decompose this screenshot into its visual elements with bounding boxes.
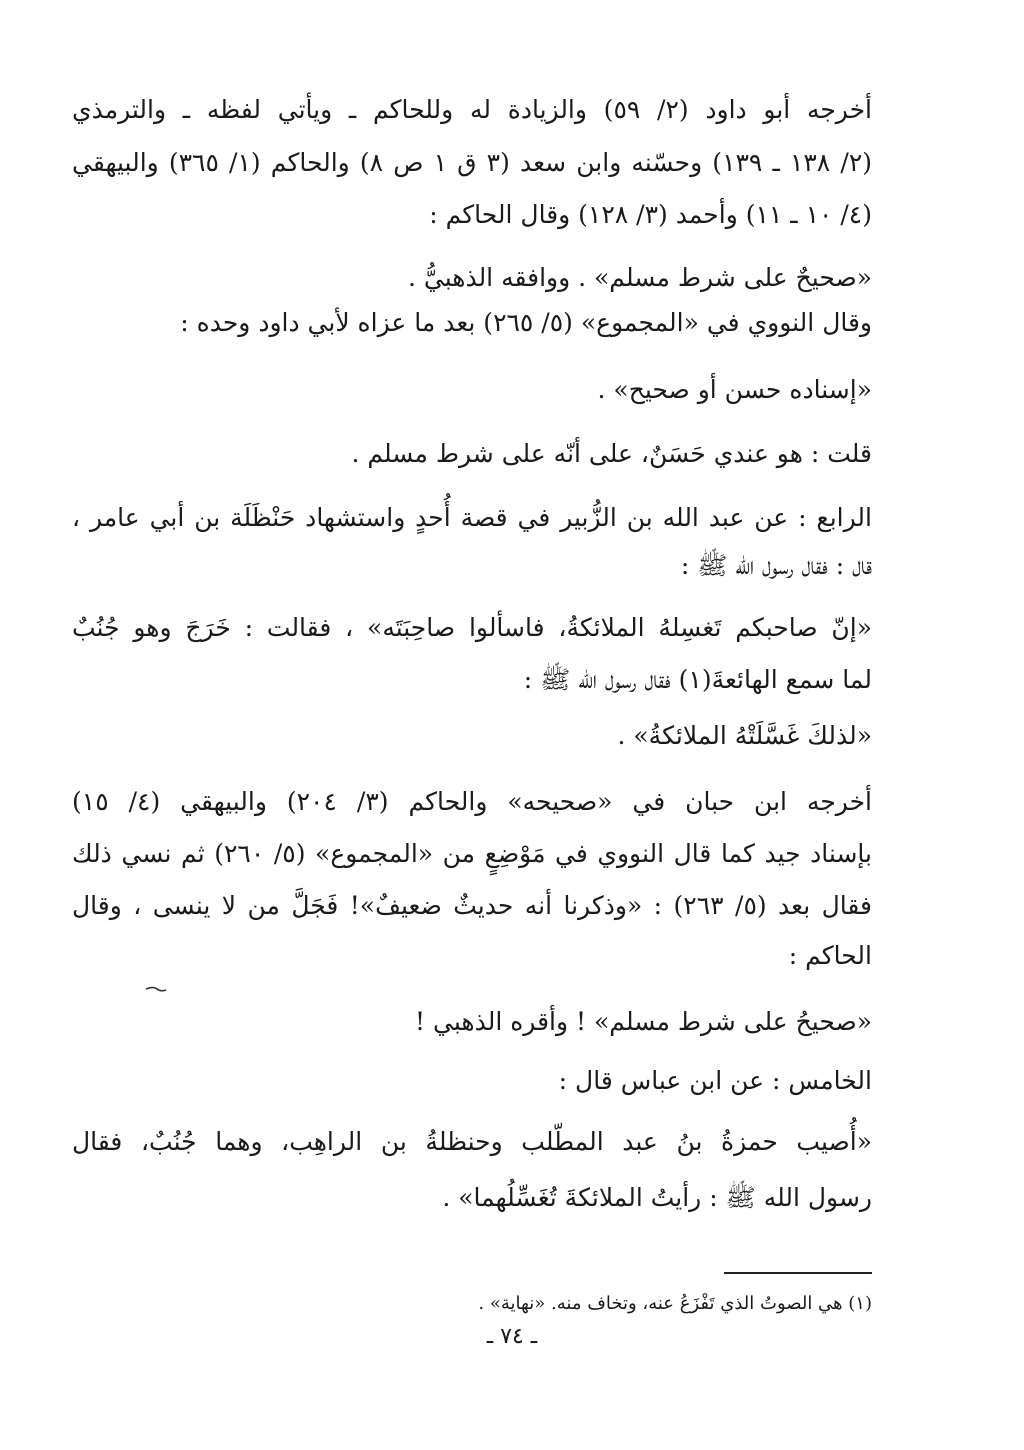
text-line-4: «صحيحٌ على شرط مسلم» . ووافقه الذهبيُّ . <box>407 263 872 292</box>
text-line-7: قلت : هو عندي حَسَنٌ، على أنّه على شرط مسلم . <box>351 439 872 468</box>
text-line-11: لما سمع الهائعةَ(١) فقال رسول الله ﷺ : <box>523 665 872 694</box>
footnote: (١) هي الصوتُ الذي تَفْزَعُ عنه، وتخاف منه. «نهاية» . <box>478 1293 872 1314</box>
text-line-17: «صحيحُ على شرط مسلم» ! وأقره الذهبي ! <box>415 1007 872 1036</box>
text-line-6: «إسناده حسن أو صحيح» . <box>597 375 872 404</box>
text-line-8: الرابع : عن عبد الله بن الزُّبير في قصة أُحدٍ واستشهاد حَنْظَلَة بن أبي عامر ، <box>72 503 872 532</box>
text-line-12: «لذلكَ غَسَّلَتْهُ الملائكةُ» . <box>617 721 872 750</box>
stray-mark <box>145 986 167 992</box>
page-number: ـ ٧٤ ـ <box>486 1324 538 1349</box>
text-line-9: قال : فقال رسول الله ﷺ : <box>680 551 872 580</box>
text-line-13: أخرجه ابن حبان في «صحيحه» والحاكم (٣/ ٢٠٤) والبيهقي (٤/ ١٥) <box>72 787 872 816</box>
text-line-14: بإسناد جيد كما قال النووي في مَوْضِعٍ من «المجموع» (٥/ ٢٦٠) ثم نسي ذلك <box>72 839 872 868</box>
text-line-10: «إنّ صاحبكم تَغسِلهُ الملائكةُ، فاسألوا صاحِبَتَه» ، فقالت : خَرَجَ وهو جُنُبٌ <box>72 613 872 642</box>
text-line-15: فقال بعد (٥/ ٢٦٣) : «وذكرنا أنه حديثٌ ضعيفٌ»! فَجَلَّ من لا ينسى ، وقال <box>72 891 872 920</box>
text-line-16: الحاكم : <box>788 941 872 970</box>
footnote-divider <box>724 1272 872 1274</box>
text-line-20: رسول الله ﷺ : رأيتُ الملائكةَ تُغَسِّلُهما» . <box>442 1183 872 1212</box>
text-line-19: «أُصيب حمزةُ بنُ عبد المطّلب وحنظلةُ بن الراهِب، وهما جُنُبٌ، فقال <box>72 1127 872 1156</box>
text-line-18: الخامس : عن ابن عباس قال : <box>558 1066 872 1095</box>
text-line-2: (٢/ ١٣٨ ـ ١٣٩) وحسّنه وابن سعد (٣ ق ١ ص ٨) والحاكم (١/ ٣٦٥) والبيهقي <box>72 148 873 177</box>
text-line-5: وقال النووي في «المجموع» (٥/ ٢٦٥) بعد ما عزاه لأبي داود وحده : <box>180 308 872 337</box>
text-line-3: (٤/ ١٠ ـ ١١) وأحمد (٣/ ١٢٨) وقال الحاكم : <box>429 200 872 229</box>
text-line-1: أخرجه أبو داود (٢/ ٥٩) والزيادة له وللحاكم ـ ويأتي لفظه ـ والترمذي <box>72 95 873 124</box>
